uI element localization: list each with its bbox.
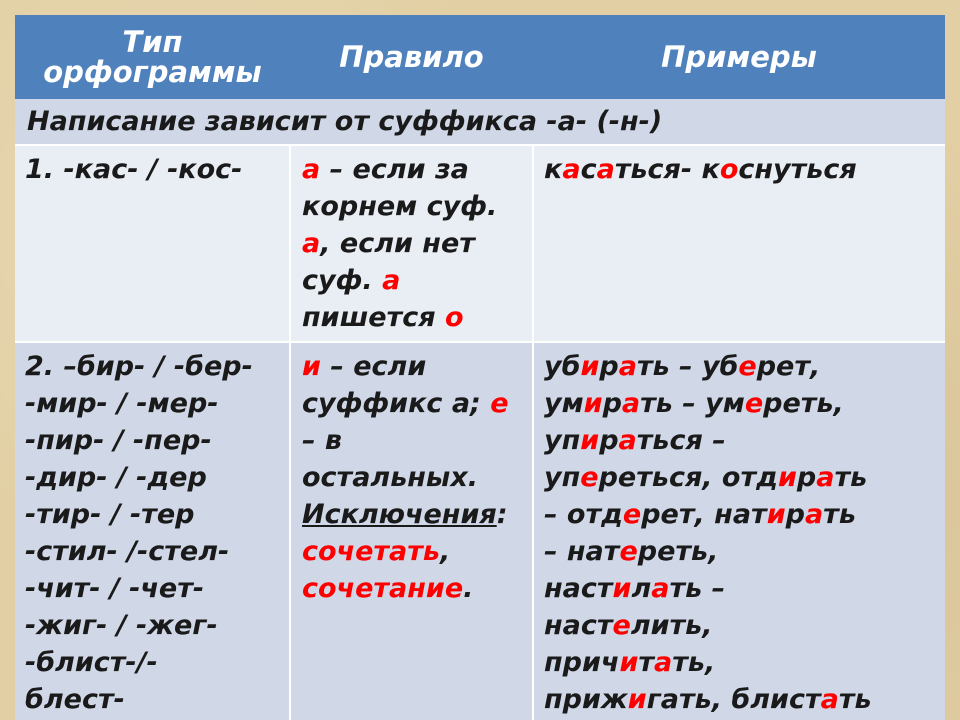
cell-line [544, 496, 945, 533]
examples-cell [533, 145, 945, 342]
text-segment: – нат [544, 536, 620, 567]
cell-line: -тир- / -тер [25, 499, 195, 530]
text-segment: уб [544, 351, 581, 382]
table-row [15, 342, 945, 720]
text-segment: рет, нат [641, 499, 767, 530]
text-segment: р [796, 462, 817, 493]
cell-line [544, 459, 945, 496]
header-type-line1: Тип [122, 25, 183, 59]
highlighted-letter: е [619, 536, 638, 567]
cell-line: блест- [25, 684, 125, 715]
cell-line [302, 299, 533, 336]
text-segment: ть [838, 684, 872, 715]
highlighted-letter: е [612, 610, 631, 641]
row-divider [15, 341, 945, 343]
cell-line [544, 607, 945, 644]
cell-line [544, 644, 945, 681]
section-title: Написание зависит от суффикса -а- (-н-) [15, 99, 945, 145]
text-segment: лить, [630, 610, 713, 641]
cell-line: -мир- / -мер- [25, 388, 219, 419]
text-segment: р [785, 499, 805, 530]
text-segment: наст [544, 573, 613, 604]
cell-line [544, 422, 945, 459]
highlighted-letter: а [816, 462, 835, 493]
highlighted-letter: сочетание [302, 573, 464, 604]
cell-line [302, 262, 533, 299]
text-segment: реть, [763, 388, 844, 419]
highlighted-letter: и [302, 351, 321, 382]
highlighted-letter: а [596, 154, 615, 185]
text-segment: р [602, 388, 622, 419]
table-header [15, 15, 945, 99]
highlighted-letter: и [766, 499, 786, 530]
text-segment: реть, [637, 536, 719, 567]
highlighted-letter: а [302, 228, 321, 259]
text-segment: наст [544, 610, 613, 641]
cell-line: 1. -кас- / -кос- [25, 154, 243, 185]
table-row [15, 145, 945, 342]
examples-cell [533, 342, 945, 720]
text-segment: прич [544, 647, 620, 678]
text-segment: ть [834, 462, 868, 493]
header-examples: Примеры [661, 40, 817, 74]
cell-line: -пир- / -пер- [25, 425, 212, 456]
highlighted-letter: и [580, 425, 600, 456]
text-segment: рет, [756, 351, 821, 382]
text-segment: ть [823, 499, 856, 530]
text-segment: , если нет [320, 228, 475, 259]
text-segment: пишется [302, 302, 445, 333]
cell-line [302, 225, 533, 262]
text-segment: снуться [738, 154, 857, 185]
text-segment: ть – ум [640, 388, 745, 419]
text-segment: гать, блист [646, 684, 821, 715]
highlighted-letter: е [580, 462, 599, 493]
cell-line [302, 496, 533, 533]
text-segment: суф. [302, 265, 383, 296]
text-segment: остальных. [302, 462, 479, 493]
text-segment: – если за [320, 154, 469, 185]
text-segment: – если [320, 351, 427, 382]
header-rule: Правило [339, 40, 484, 74]
text-segment: л [631, 573, 652, 604]
column-divider [289, 145, 291, 720]
cell-line [302, 533, 533, 570]
text-segment: – отд [544, 499, 623, 530]
highlighted-letter: а [804, 499, 824, 530]
text-segment: . [463, 573, 474, 604]
highlighted-letter: и [619, 647, 639, 678]
text-segment: уп [544, 425, 581, 456]
highlighted-letter: и [583, 388, 603, 419]
cell-line [302, 151, 533, 188]
cell-line: 2. –бир- / -бер- [25, 351, 253, 382]
highlighted-letter: а [621, 388, 641, 419]
cell-line [544, 151, 945, 188]
text-segment: с [580, 154, 597, 185]
highlighted-letter: а [651, 573, 670, 604]
cell-line [302, 385, 533, 422]
highlighted-letter: и [580, 351, 600, 382]
header-type-line2: орфограммы [43, 55, 262, 89]
text-segment: ть – уб [636, 351, 739, 382]
cell-line [302, 422, 533, 459]
highlighted-letter: е [744, 388, 764, 419]
text-segment: к [544, 154, 563, 185]
cell-line: -блист-/- [25, 647, 158, 678]
text-segment: – в [302, 425, 342, 456]
cell-line: -чит- / -чет- [25, 573, 205, 604]
highlighted-letter: а [562, 154, 581, 185]
text-segment: ть – [669, 573, 726, 604]
highlighted-letter: а [382, 265, 401, 296]
text-segment: ум [544, 388, 584, 419]
cell-line: -дир- / -дер [25, 462, 207, 493]
text-segment: р [599, 425, 619, 456]
highlighted-letter: и [627, 684, 647, 715]
text-segment: реться, отд [598, 462, 778, 493]
text-segment: уп [544, 462, 581, 493]
cell-line [544, 348, 945, 385]
text-segment: , [440, 536, 451, 567]
cell-line [302, 188, 533, 225]
text-segment: суффикс а; [302, 388, 491, 419]
text-segment: ться- к [614, 154, 720, 185]
cell-line [302, 570, 533, 607]
type-cell [15, 145, 290, 342]
highlighted-letter: и [777, 462, 797, 493]
header-type [15, 15, 290, 99]
rule-cell [290, 145, 533, 342]
column-divider [532, 145, 534, 720]
text-segment: р [599, 351, 619, 382]
highlighted-letter: а [618, 351, 637, 382]
highlighted-letter: а [654, 647, 673, 678]
cell-line [544, 385, 945, 422]
highlighted-letter: е [738, 351, 757, 382]
text-segment: т [638, 647, 655, 678]
cell-line [544, 533, 945, 570]
highlighted-letter: а [820, 684, 839, 715]
spelling-rules-table [15, 15, 945, 720]
row-divider [15, 144, 945, 146]
cell-line [544, 681, 945, 718]
type-cell [15, 342, 290, 720]
text-segment: приж [544, 684, 628, 715]
text-segment: ть, [672, 647, 716, 678]
cell-line [302, 348, 533, 385]
rule-cell [290, 342, 533, 720]
highlighted-letter: и [612, 573, 632, 604]
text-segment: : [496, 499, 508, 530]
text-segment: ться – [636, 425, 726, 456]
highlighted-letter: сочетать [302, 536, 440, 567]
highlighted-letter: а [618, 425, 637, 456]
highlighted-letter: о [719, 154, 739, 185]
highlighted-letter: е [490, 388, 509, 419]
cell-line: -стил- /-стел- [25, 536, 230, 567]
highlighted-letter: а [302, 154, 321, 185]
text-segment: корнем суф. [302, 191, 498, 222]
cell-line: -жиг- / -жег- [25, 610, 218, 641]
cell-line [302, 459, 533, 496]
highlighted-letter: о [444, 302, 464, 333]
highlighted-letter: е [622, 499, 642, 530]
cell-line [544, 570, 945, 607]
text-segment: Исключения [302, 499, 497, 530]
